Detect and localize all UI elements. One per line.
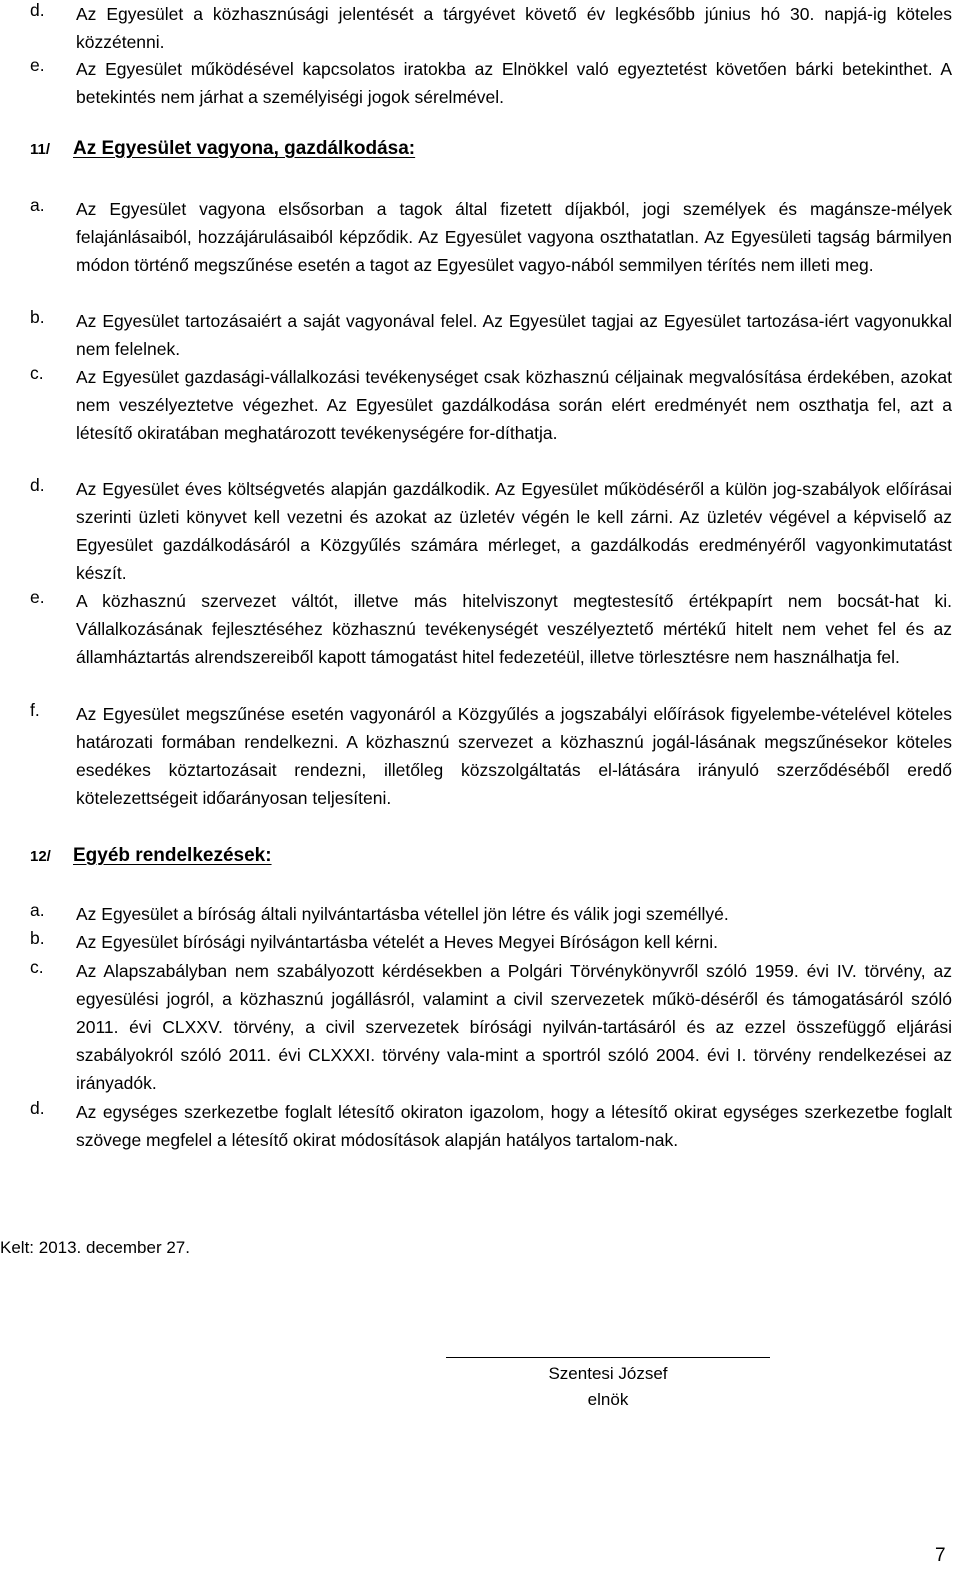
item-label: c.	[30, 363, 44, 383]
list-item	[30, 587, 952, 671]
item-label: e.	[30, 55, 45, 75]
item-label: e.	[30, 587, 45, 607]
list-item	[30, 195, 952, 279]
item-text: Az Egyesület megszűnése esetén vagyonáról a Közgyűlés a jogszabályi előírások figyelembe-vételével köteles határozati formában rendelkezni. A közhasznú szervezet a közhasznú jogál-lásának megszűnésekor köteles esedékes köztartozásait rendezni, illetőleg közszolgáltatás el-látására irányuló szerződéséből eredő kötelezettségeit időarányosan teljesíteni.	[76, 704, 952, 808]
item-label: f.	[30, 700, 40, 720]
list-item	[30, 1098, 952, 1154]
list-item	[30, 55, 952, 111]
section-number: 11/	[30, 141, 51, 158]
item-text: Az Egyesület működésével kapcsolatos iratokba az Elnökkel való egyeztetést követően bárki betekinthet. A betekintés nem járhat a személyiségi jogok sérelmével.	[76, 59, 952, 107]
signatory-name: Szentesi József	[548, 1364, 668, 1383]
item-text: Az Egyesület gazdasági-vállalkozási tevékenységet csak közhasznú céljainak megvalósítása érdekében, azokat nem veszélyeztetve végezhet. Az Egyesület gazdálkodása során elért eredményét nem oszthatja fel, azt a létesítő okiratában meghatározott tevékenységére for-díthatja.	[76, 367, 952, 443]
item-text: Az Egyesület tartozásaiért a saját vagyonával felel. Az Egyesület tagjai az Egyesület tartozása-iért vagyonukkal nem felelnek.	[76, 311, 952, 359]
item-text: Az Alapszabályban nem szabályozott kérdésekben a Polgári Törvénykönyvről szóló 1959. évi IV. törvény, az egyesülési jogról, a közhasznú jogállásról, valamint a civil szervezetek műkö-déséről és támogatásáról szóló 2011. évi CLXXV. törvény, a civil szervezetek bírósági nyilván-tartásáról és az ezzel összefüggő eljárási szabályokról szóló 2011. évi CLXXXI. törvény vala-mint a sportról szóló 2004. évi I. törvény rendelkezései az irányadók.	[76, 961, 952, 1093]
item-text: Az Egyesület vagyona elsősorban a tagok által fizetett díjakból, jogi személyek és magánsze-mélyek felajánlásaiból, hozzájárulásaiból képződik. Az Egyesület vagyona oszthatatlan. Az Egyesületi tagság bármilyen módon történő megszűnése esetén a tagot az Egyesület vagyo-nából semmilyen térítés nem illeti meg.	[76, 199, 952, 275]
item-text: Az Egyesület éves költségvetés alapján gazdálkodik. Az Egyesület működéséről a külön jog-szabályok előírásai szerinti üzleti könyvet kell vezetni és azokat az üzletév végén le kell zárni. Az üzletév végével a képviselő az Egyesület gazdálkodásáról a Közgyűlés számára mérleget, a gazdálkodás eredményéről vagyonkimutatást készít.	[76, 479, 952, 583]
item-label: d.	[30, 0, 45, 20]
section-title: Az Egyesület vagyona, gazdálkodása:	[73, 138, 416, 159]
signatory-role: elnök	[587, 1390, 629, 1409]
item-label: b.	[30, 928, 45, 948]
page-number: 7	[935, 1545, 946, 1566]
item-label: c.	[30, 957, 44, 977]
item-label: a.	[30, 900, 45, 920]
item-label: a.	[30, 195, 45, 215]
date-line: Kelt: 2013. december 27.	[0, 1238, 190, 1257]
list-item	[30, 900, 952, 928]
list-item	[30, 0, 952, 56]
signature-line	[446, 1357, 770, 1358]
item-text: Az egységes szerkezetbe foglalt létesítő okiraton igazolom, hogy a létesítő okirat egységes szerkezetbe foglalt szövege megfelel a létesítő okirat módosítások alapján hatályos tartalom-nak.	[76, 1102, 952, 1150]
list-item	[30, 928, 952, 956]
section-title: Egyéb rendelkezések:	[73, 845, 272, 866]
list-item	[30, 475, 952, 587]
list-item	[30, 307, 952, 363]
list-item	[30, 957, 952, 1097]
item-label: d.	[30, 475, 45, 495]
item-text: Az Egyesület a bíróság általi nyilvántartásba vétellel jön létre és válik jogi személlyé.	[76, 904, 729, 924]
section-12-heading	[30, 845, 272, 867]
list-item	[30, 700, 952, 812]
item-text: Az Egyesület bírósági nyilvántartásba vételét a Heves Megyei Bíróságon kell kérni.	[76, 932, 718, 952]
item-text: A közhasznú szervezet váltót, illetve más hitelviszonyt megtestesítő értékpapírt nem bocsát-hat ki. Vállalkozásának fejlesztéséhez közhasznú tevékenységét veszélyeztető mértékű hitelt nem vehet fel és az államháztartás alrendszereiből kapott támogatást hitel fedezetéül, illetve törlesztésre nem használhatja fel.	[76, 591, 952, 667]
item-label: d.	[30, 1098, 45, 1118]
section-11-heading	[30, 138, 415, 160]
item-text: Az Egyesület a közhasznúsági jelentését a tárgyévet követő év legkésőbb június hó 30. napjá-ig köteles közzétenni.	[76, 4, 952, 52]
list-item	[30, 363, 952, 447]
item-label: b.	[30, 307, 45, 327]
section-number: 12/	[30, 848, 51, 865]
